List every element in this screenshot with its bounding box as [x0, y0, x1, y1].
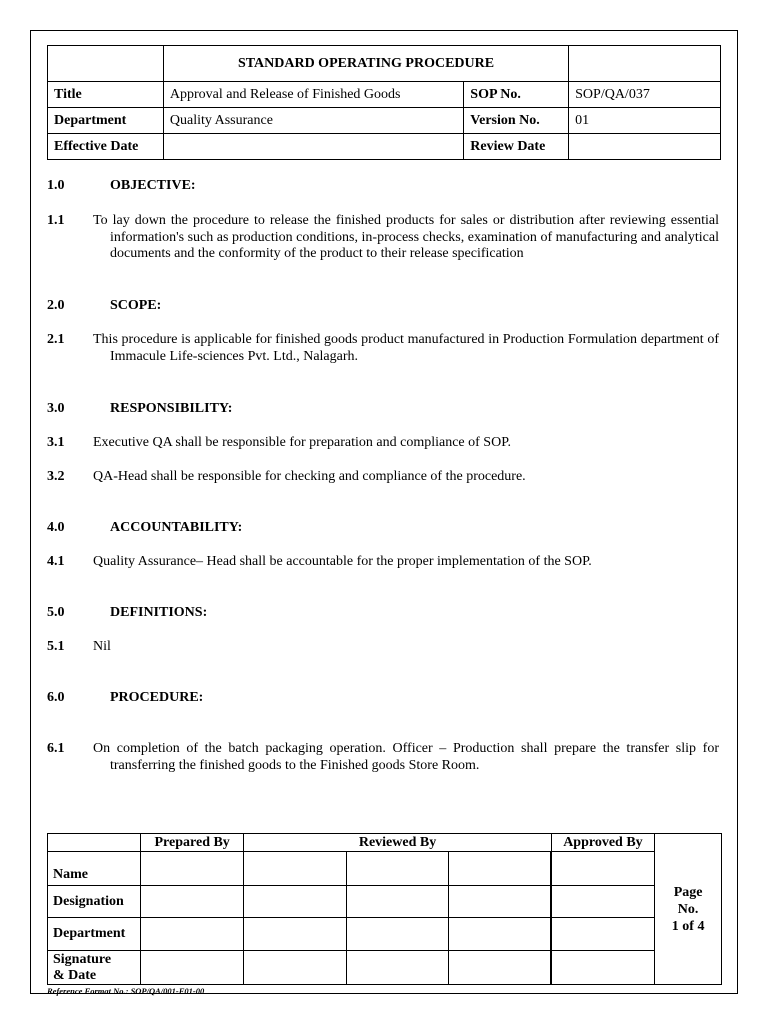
- approved-by-header: Approved By: [551, 834, 655, 852]
- paragraph-5-1: [47, 639, 719, 656]
- signature-row-label: [48, 951, 141, 985]
- section-number: 2.0: [47, 298, 65, 313]
- approval-cell: [346, 951, 448, 985]
- approval-cell: [551, 951, 655, 985]
- paragraph-number: 5.1: [47, 639, 65, 654]
- paragraph-number: 3.2: [47, 469, 65, 484]
- paragraph-3-1: [47, 435, 719, 452]
- header-blank-right: [569, 46, 721, 82]
- signature-label: Signature: [53, 951, 112, 967]
- designation-row-label: Designation: [48, 886, 141, 918]
- paragraph-number: 2.1: [47, 332, 65, 347]
- section-procedure: [47, 690, 203, 706]
- effective-date-label: Effective Date: [48, 134, 164, 160]
- approval-cell: [448, 852, 550, 886]
- approval-cell: [346, 886, 448, 918]
- approval-cell: [244, 918, 346, 951]
- paragraph-text: On completion of the batch packaging operation. Officer – Production shall prepare the transfer slip for transferring the finished goods to the Finished goods Store Room.: [93, 741, 719, 773]
- paragraph-number: 3.1: [47, 435, 65, 450]
- sop-header-table: [47, 45, 721, 160]
- prepared-by-header: Prepared By: [140, 834, 244, 852]
- header-blank-left: [48, 46, 164, 82]
- page-no-label: No.: [677, 901, 699, 917]
- version-label: Version No.: [464, 108, 569, 134]
- paragraph-text: This procedure is applicable for finished goods product manufactured in Production Formulation department of Immacule Life-sciences Pvt. Ltd., Nalagarh.: [93, 332, 719, 364]
- review-date-value: [569, 134, 721, 160]
- reviewed-by-header: Reviewed By: [244, 834, 551, 852]
- section-title: SCOPE:: [110, 298, 162, 313]
- section-title: RESPONSIBILITY:: [110, 401, 233, 416]
- paragraph-text: QA-Head shall be responsible for checking and compliance of the procedure.: [93, 469, 526, 484]
- section-definitions: [47, 605, 207, 621]
- review-date-label: Review Date: [464, 134, 569, 160]
- paragraph-text: Nil: [93, 639, 111, 654]
- section-number: 4.0: [47, 520, 65, 535]
- page-number-cell: [655, 834, 722, 985]
- approval-cell: [551, 852, 655, 886]
- title-value: Approval and Release of Finished Goods: [163, 82, 463, 108]
- paragraph-1-1: [47, 213, 719, 263]
- approval-cell: [448, 886, 550, 918]
- section-objective: [47, 178, 196, 194]
- paragraph-3-2: [47, 469, 719, 486]
- header-heading: STANDARD OPERATING PROCEDURE: [163, 46, 568, 82]
- paragraph-6-1: [47, 741, 719, 774]
- approval-table: [47, 833, 722, 985]
- section-title: DEFINITIONS:: [110, 605, 208, 620]
- approval-cell: [448, 951, 550, 985]
- paragraph-text: Quality Assurance– Head shall be accountable for the proper implementation of the SOP.: [93, 554, 592, 569]
- approval-cell: [448, 918, 550, 951]
- page-label: Page: [673, 884, 703, 900]
- department-value: Quality Assurance: [163, 108, 463, 134]
- department-label: Department: [48, 108, 164, 134]
- section-number: 1.0: [47, 178, 65, 193]
- approval-blank-corner: [48, 834, 141, 852]
- approval-cell: [551, 886, 655, 918]
- approval-cell: [244, 852, 346, 886]
- date-label: & Date: [53, 967, 97, 983]
- approval-cell: [346, 852, 448, 886]
- page-count: 1 of 4: [671, 918, 705, 934]
- section-number: 6.0: [47, 690, 65, 705]
- approval-cell: [140, 852, 244, 886]
- paragraph-text: Executive QA shall be responsible for preparation and compliance of SOP.: [93, 435, 511, 450]
- paragraph-text: To lay down the procedure to release the finished products for sales or distribution after reviewing essential information's such as production conditions, in-process checks, examination of manufacturing and analytical documents and the conformity of the product to their release specification: [93, 213, 719, 261]
- sop-value: SOP/QA/037: [569, 82, 721, 108]
- paragraph-number: 6.1: [47, 741, 65, 756]
- section-responsibility: [47, 401, 232, 417]
- section-number: 3.0: [47, 401, 65, 416]
- paragraph-2-1: [47, 332, 719, 365]
- section-scope: [47, 298, 161, 314]
- approval-cell: [140, 918, 244, 951]
- approval-cell: [551, 918, 655, 951]
- paragraph-number: 4.1: [47, 554, 65, 569]
- paragraph-4-1: [47, 554, 719, 571]
- name-row-label: Name: [48, 852, 141, 886]
- section-number: 5.0: [47, 605, 65, 620]
- approval-cell: [140, 951, 244, 985]
- department-row-label: Department: [48, 918, 141, 951]
- section-title: ACCOUNTABILITY:: [110, 520, 243, 535]
- approval-cell: [244, 886, 346, 918]
- section-title: PROCEDURE:: [110, 690, 204, 705]
- paragraph-number: 1.1: [47, 213, 65, 228]
- approval-cell: [346, 918, 448, 951]
- approval-cell: [244, 951, 346, 985]
- section-title: OBJECTIVE:: [110, 178, 196, 193]
- title-label: Title: [48, 82, 164, 108]
- sop-label: SOP No.: [464, 82, 569, 108]
- version-value: 01: [569, 108, 721, 134]
- effective-date-value: [163, 134, 463, 160]
- reference-format: Reference Format No.: SOP/QA/001-F01-00: [47, 986, 205, 996]
- approval-cell: [140, 886, 244, 918]
- section-accountability: [47, 520, 242, 536]
